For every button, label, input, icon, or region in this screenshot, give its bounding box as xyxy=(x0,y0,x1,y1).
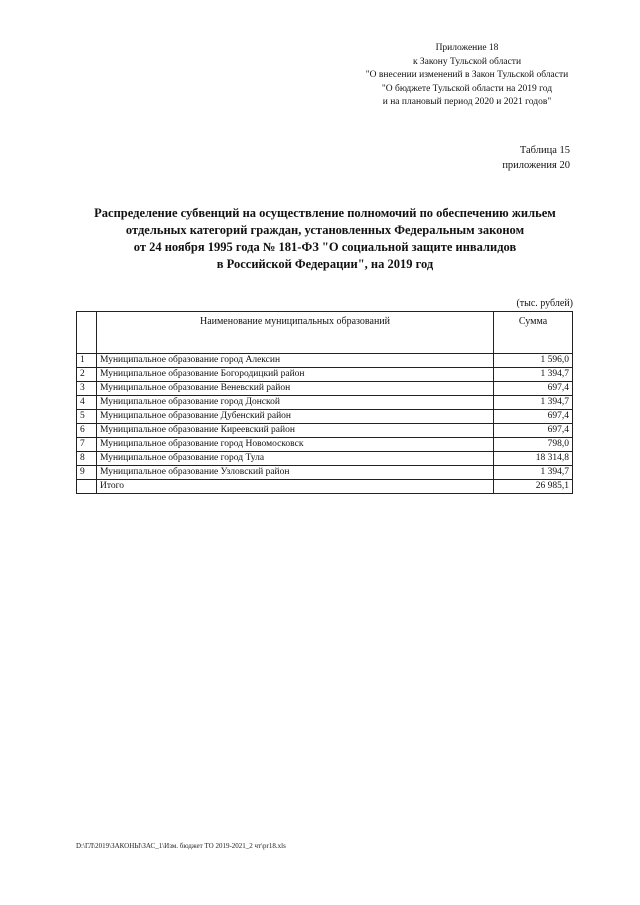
row-number: 5 xyxy=(77,410,97,424)
row-number: 7 xyxy=(77,438,97,452)
header-num-cell xyxy=(77,312,97,354)
table-ref-line-1: Таблица 15 xyxy=(519,145,570,156)
subventions-table xyxy=(76,311,573,494)
row-sum: 18 314,8 xyxy=(494,452,573,466)
row-number: 4 xyxy=(77,396,97,410)
table-reference xyxy=(470,143,570,173)
appendix-line-5: и на плановый период 2020 и 2021 годов" xyxy=(382,97,552,107)
table-row xyxy=(77,438,573,452)
title-line-3: от 24 ноября 1995 года № 181-ФЗ "О социальной защите инвалидов xyxy=(133,240,517,254)
row-sum: 798,0 xyxy=(494,438,573,452)
row-number: 9 xyxy=(77,466,97,480)
row-number: 6 xyxy=(77,424,97,438)
row-number: 3 xyxy=(77,382,97,396)
row-number: 2 xyxy=(77,368,97,382)
appendix-header xyxy=(352,42,582,110)
row-name: Муниципальное образование город Новомосковск xyxy=(97,438,494,452)
row-name: Муниципальное образование город Тула xyxy=(97,452,494,466)
document-title xyxy=(60,205,590,273)
file-path-footer: D:\ГЛ\2019\ЗАКОНЫ\ЗАС_1\Изм. бюджет ТО 2019-2021_2 чт\pr18.xls xyxy=(76,842,286,850)
total-row xyxy=(77,480,573,494)
row-sum: 1 596,0 xyxy=(494,354,573,368)
row-name: Муниципальное образование город Донской xyxy=(97,396,494,410)
row-name: Муниципальное образование Киреевский район xyxy=(97,424,494,438)
table-row xyxy=(77,354,573,368)
title-line-2: отдельных категорий граждан, установленных Федеральным законом xyxy=(125,223,525,237)
row-sum: 697,4 xyxy=(494,410,573,424)
row-number: 8 xyxy=(77,452,97,466)
appendix-line-4: "О бюджете Тульской области на 2019 год xyxy=(381,83,553,94)
header-name-cell: Наименование муниципальных образований xyxy=(97,312,494,354)
title-line-4: в Российской Федерации", на 2019 год xyxy=(216,257,434,271)
row-sum: 1 394,7 xyxy=(494,466,573,480)
row-name: Муниципальное образование город Алексин xyxy=(97,354,494,368)
total-number-cell xyxy=(77,480,97,494)
row-name: Муниципальное образование Дубенский район xyxy=(97,410,494,424)
units-label: (тыс. рублей) xyxy=(516,298,573,309)
row-sum: 697,4 xyxy=(494,424,573,438)
table-row xyxy=(77,424,573,438)
table-row xyxy=(77,466,573,480)
row-name: Муниципальное образование Богородицкий район xyxy=(97,368,494,382)
header-sum-cell: Сумма xyxy=(494,312,573,354)
row-sum: 1 394,7 xyxy=(494,368,573,382)
row-name: Муниципальное образование Веневский район xyxy=(97,382,494,396)
row-number: 1 xyxy=(77,354,97,368)
row-sum: 697,4 xyxy=(494,382,573,396)
table-row xyxy=(77,452,573,466)
title-line-1: Распределение субвенций на осуществление полномочий по обеспечению жильем xyxy=(94,206,556,220)
table-row xyxy=(77,396,573,410)
appendix-line-3: "О внесении изменений в Закон Тульской области xyxy=(365,70,569,80)
table-row xyxy=(77,368,573,382)
table-header-row xyxy=(77,312,573,354)
row-sum: 1 394,7 xyxy=(494,396,573,410)
table-ref-line-2: приложения 20 xyxy=(502,160,570,171)
total-sum: 26 985,1 xyxy=(494,480,573,494)
appendix-line-2: к Закону Тульской области xyxy=(412,56,522,67)
appendix-line-1: Приложение 18 xyxy=(435,43,499,53)
row-name: Муниципальное образование Узловский район xyxy=(97,466,494,480)
total-label: Итого xyxy=(97,480,494,494)
table-row xyxy=(77,410,573,424)
table-row xyxy=(77,382,573,396)
